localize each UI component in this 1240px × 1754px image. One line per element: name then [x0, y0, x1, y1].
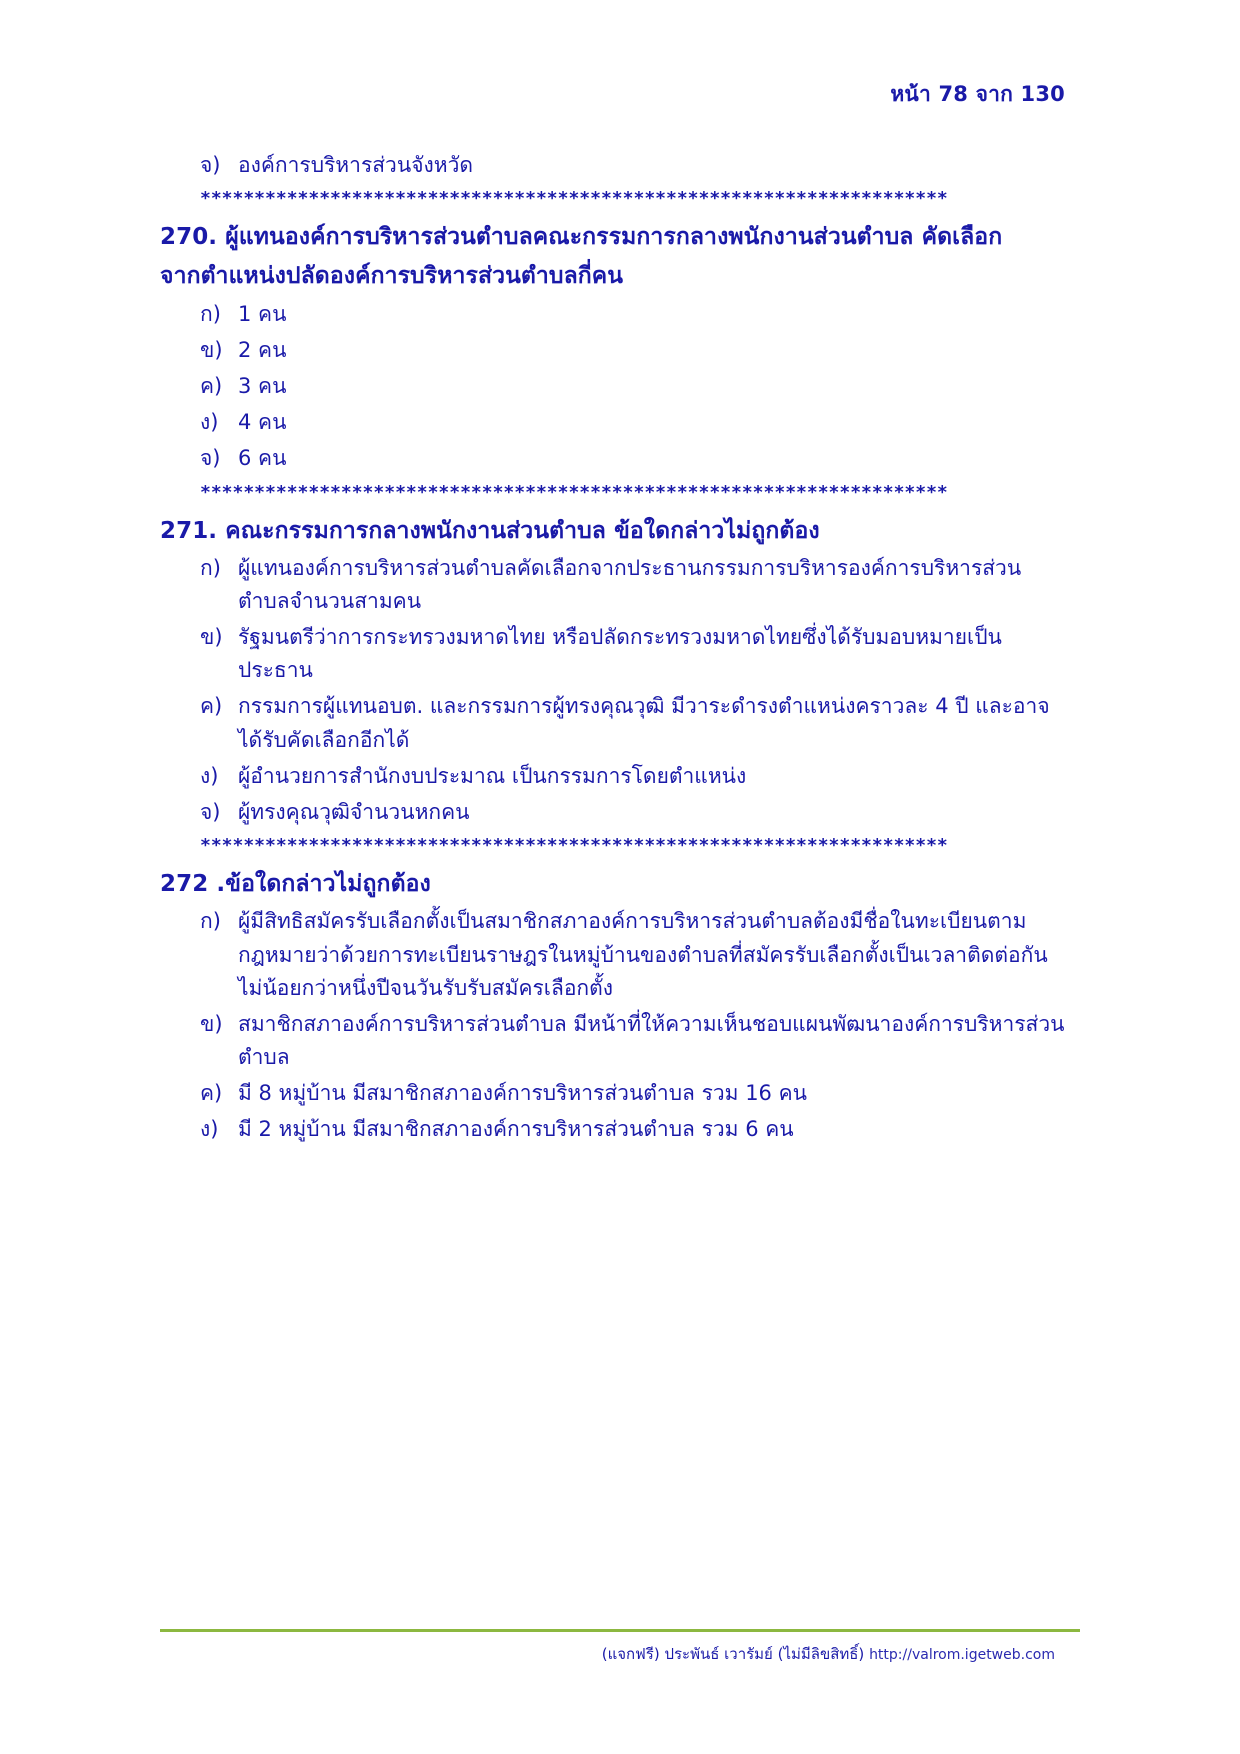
option-text: 6 คน	[238, 446, 287, 471]
option-list	[160, 905, 1065, 1146]
option-text: กรรมการผู้แทนอบต. และกรรมการผู้ทรงคุณวุฒิ มีวาระดำรงตำแหน่งคราวละ 4 ปี และอาจได้รับคัดเลือกอีกได้	[238, 694, 1050, 752]
option-label: ก)	[200, 909, 221, 934]
question-title-line-1: 271. คณะกรรมการกลางพนักงานส่วนตำบล ข้อใดกล่าวไม่ถูกต้อง	[160, 517, 820, 544]
list-item	[160, 1077, 1065, 1110]
question-title-line-1: 272 .ข้อใดกล่าวไม่ถูกต้อง	[160, 871, 431, 898]
option-text: ผู้มีสิทธิสมัครรับเลือกตั้งเป็นสมาชิกสภาองค์การบริหารส่วนตำบลต้องมีชื่อในทะเบียนตามกฎหมายว่าด้วยการทะเบียนราษฎรในหมู่บ้านของตำบลที่สมัครรับเลือกตั้งเป็นเวลาติดต่อกันไม่น้อยกว่าหนึ่งปีจนวันรับรับสมัครเลือกตั้ง	[238, 909, 1048, 1000]
option-text: 4 คน	[238, 410, 287, 435]
option-list	[160, 298, 1065, 476]
list-item	[160, 334, 1065, 367]
list-item	[160, 1008, 1065, 1074]
list-item	[160, 370, 1065, 403]
list-item	[160, 406, 1065, 439]
option-text: มี 2 หมู่บ้าน มีสมาชิกสภาองค์การบริหารส่วนตำบล รวม 6 คน	[238, 1117, 794, 1142]
option-list	[160, 552, 1065, 829]
option-text: 2 คน	[238, 337, 287, 362]
footer-divider	[160, 1629, 1080, 1632]
section-divider: *********************************************************************	[200, 835, 948, 857]
list-item	[160, 442, 1065, 475]
option-text: 1 คน	[238, 301, 287, 326]
option-label: ก)	[200, 301, 221, 326]
list-item	[160, 621, 1065, 687]
list-item	[160, 552, 1065, 618]
option-text: ผู้อำนวยการสำนักงบประมาณ เป็นกรรมการโดยตำแหน่ง	[238, 763, 747, 788]
list-item	[160, 690, 1065, 756]
option-text: ผู้ทรงคุณวุฒิจำนวนหกคน	[238, 799, 470, 824]
footer-url[interactable]: http://valrom.igetweb.com	[869, 1647, 1055, 1663]
option-label: ก)	[200, 555, 221, 580]
option-label: ค)	[200, 1081, 223, 1106]
option-text: ผู้แทนองค์การบริหารส่วนตำบลคัดเลือกจากประธานกรรมการบริหารองค์การบริหารส่วนตำบลจำนวนสามคน	[238, 555, 1022, 613]
option-label: ข)	[200, 1011, 223, 1036]
list-item	[160, 905, 1065, 1005]
option-label: ง)	[200, 763, 219, 788]
option-text: 3 คน	[238, 374, 287, 399]
question-title-line-2: จากตำแหน่งปลัดองค์การบริหารส่วนตำบลกี่คน	[160, 263, 624, 290]
document-content	[90, 149, 1150, 1147]
list-item	[160, 760, 1065, 793]
question-272	[160, 866, 1065, 1146]
option-label: ง)	[200, 1117, 219, 1142]
option-label: ข)	[200, 625, 223, 650]
option-text: รัฐมนตรีว่าการกระทรวงมหาดไทย หรือปลัดกระทรวงมหาดไทยซึ่งได้รับมอบหมายเป็นประธาน	[238, 625, 1002, 683]
option-text: องค์การบริหารส่วนจังหวัด	[238, 153, 474, 177]
section-divider: *********************************************************************	[200, 481, 948, 503]
page-footer	[0, 1642, 1055, 1666]
option-label: จ)	[200, 446, 221, 471]
option-label: ข)	[200, 337, 223, 362]
footer-credit: (แจกฟรี) ประพันธ์ เวารัมย์ (ไม่มีลิขสิทธิ์)	[601, 1645, 865, 1663]
option-label: จ)	[200, 799, 221, 824]
option-label: ค)	[200, 374, 223, 399]
list-item	[160, 298, 1065, 331]
question-271	[160, 513, 1065, 857]
option-text: มี 8 หมู่บ้าน มีสมาชิกสภาองค์การบริหารส่วนตำบล รวม 16 คน	[238, 1081, 807, 1106]
list-item	[160, 796, 1065, 829]
list-item	[160, 1113, 1065, 1146]
option-text: สมาชิกสภาองค์การบริหารส่วนตำบล มีหน้าที่ให้ความเห็นชอบแผนพัฒนาองค์การบริหารส่วนตำบล	[238, 1011, 1065, 1070]
page-number-label: หน้า 78 จาก 130	[890, 82, 1065, 106]
question-title-line-1: 270. ผู้แทนองค์การบริหารส่วนตำบลคณะกรรมการกลางพนักงานส่วนตำบล คัดเลือก	[160, 224, 1003, 251]
option-label: ง)	[200, 410, 219, 435]
section-divider: *********************************************************************	[200, 188, 948, 210]
option-label: ค)	[200, 694, 223, 719]
option-label: จ)	[200, 153, 221, 177]
list-item	[160, 149, 1065, 182]
page-header	[90, 60, 1150, 111]
question-270	[160, 219, 1065, 502]
